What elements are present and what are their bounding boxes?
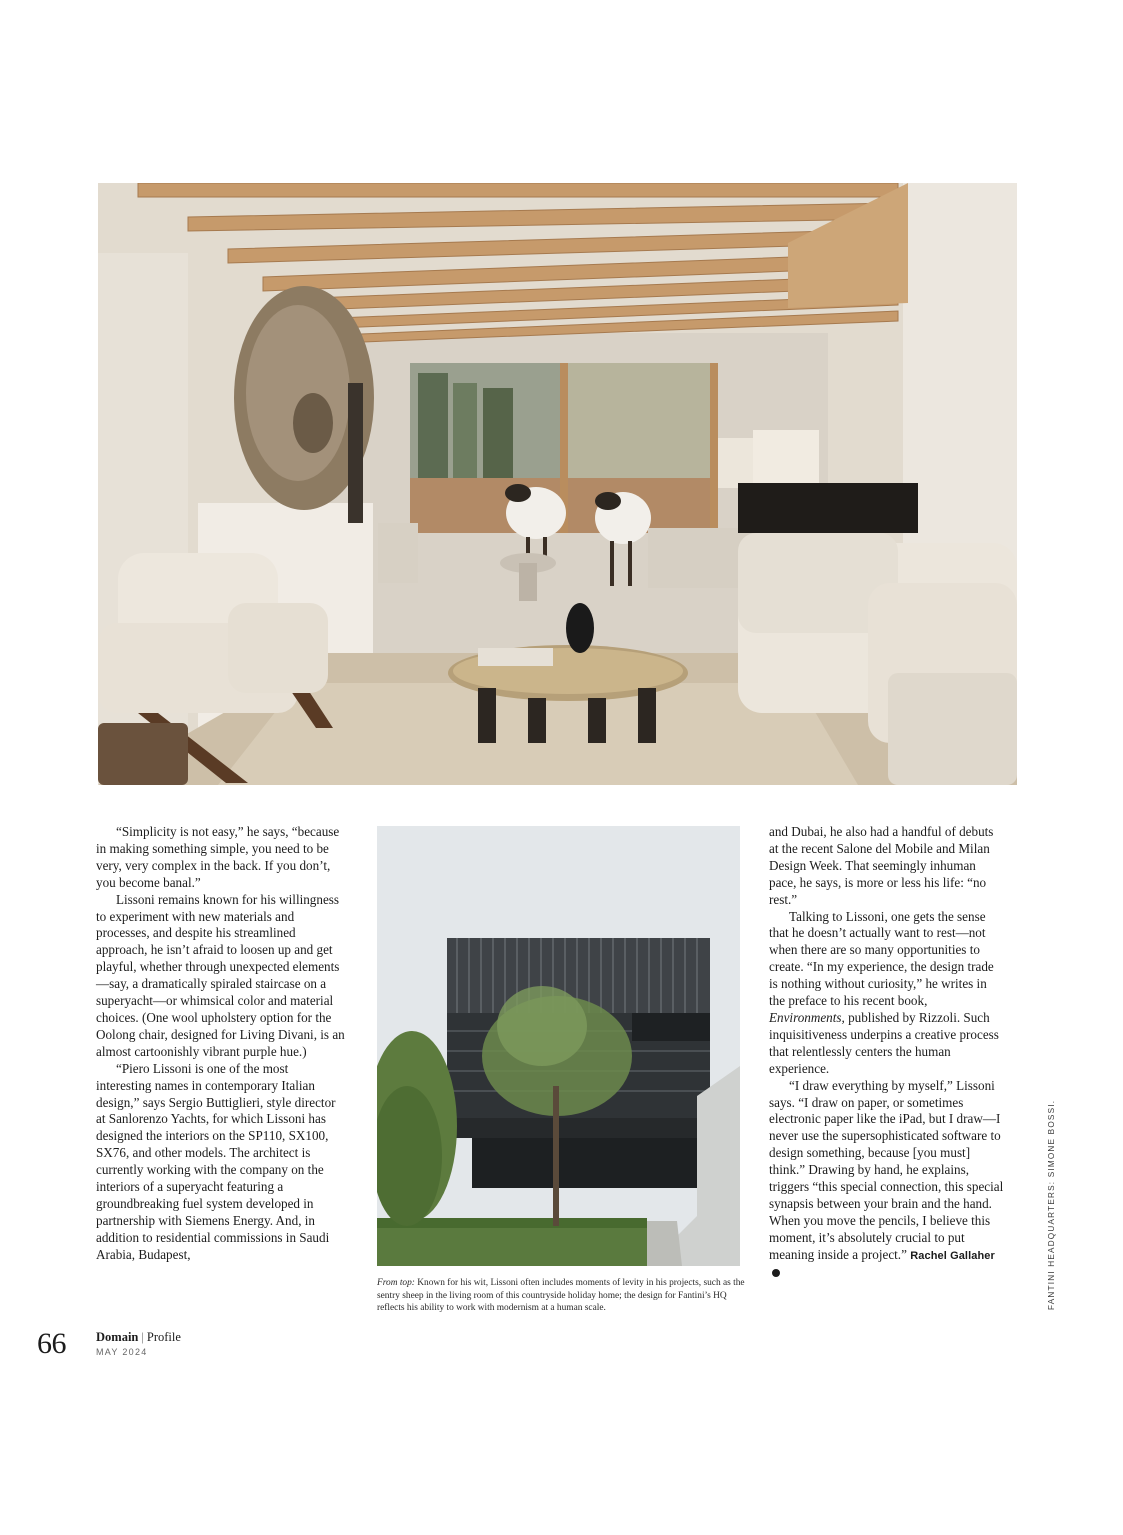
photo-fantini-headquarters: [377, 826, 740, 1266]
section-name: Profile: [146, 1330, 181, 1344]
paragraph-text: Talking to Lissoni, one gets the sense that he doesn’t actually want to rest—not when there are so many opportunities to create. “In my experience, the design trade is nothing without curiosity,” he writes in the preface to his recent book,: [769, 908, 994, 1009]
folio: [96, 1330, 181, 1344]
paragraph: “Piero Lissoni is one of the most interesting names in contemporary Italian design,” says Sergio Buttiglieri, style director at Sanlorenzo Yachts, for which Lissoni has designed the interiors on the SP110, SX100, SX76, and other models. The architect is currently working with the company on the interiors of a superyacht featuring a groundbreaking fuel system developed in partnership with Siemens Energy. And, in addition to residential commissions in Saudi Arabia, Budapest,: [96, 1060, 336, 1262]
issue-date: MAY 2024: [96, 1347, 148, 1357]
magazine-name: Domain: [96, 1330, 139, 1344]
paragraph: and Dubai, he also had a handful of debuts at the recent Salone del Mobile and Milan Design Week. That seemingly inhuman pace, he says, is more or less his life: “no rest.”: [769, 824, 994, 907]
paragraph-text: published by Rizzoli. Such inquisitiveness underpins a creative process that relentlessly centers the human experience.: [769, 1009, 999, 1076]
paragraph: Lissoni remains known for his willingness to experiment with new materials and processes, and despite his streamlined approach, he isn’t afraid to loosen up and get playful, whether through unexpected elements—say, a dramatically spiraled staircase on a superyacht—or whimsical color and material choices. (One wool upholstery option for the Oolong chair, designed for Living Divani, is an almost cartoonishly vibrant purple hue.): [96, 891, 345, 1059]
byline: Rachel Gallaher: [910, 1249, 995, 1262]
paragraph-text: “I draw everything by myself,” Lissoni says. “I draw on paper, or sometimes electronic paper like the iPad, but I draw—I never use the supersophisticated software to design something, because [you must] think.” Drawing by hand, he explains, triggers “this special connection, this special synapsis between your brain and the hand. When you move the pencils, I believe this moment, it’s absolutely crucial to put meaning inside a project.”: [769, 1077, 1004, 1262]
paragraph: [769, 1078, 1005, 1282]
article-column-right: [769, 824, 1005, 1281]
hero-photo-living-room: [98, 183, 1017, 785]
caption-text: Known for his wit, Lissoni often includes moments of levity in his projects, such as the sentry sheep in the living room of this countryside holiday home; the design for Fantini’s HQ reflects his ability to work with modernism at a human scale.: [377, 1278, 745, 1314]
folio-separator: |: [141, 1330, 144, 1344]
caption-lead: From top:: [377, 1278, 415, 1288]
article-column-left: [96, 824, 346, 1264]
photo-credit: FANTINI HEADQUARTERS: SIMONE BOSSI.: [1047, 1099, 1056, 1310]
living-room-illustration: [98, 183, 1017, 785]
end-mark-icon: [772, 1269, 780, 1277]
building-illustration: [377, 826, 740, 1266]
photo-caption: [377, 1277, 745, 1315]
paragraph: “Simplicity is not easy,” he says, “because in making something simple, you need to be very, very complex in the back. If you don’t, you become banal.”: [96, 824, 340, 890]
book-title: Environments,: [769, 1009, 845, 1025]
paragraph: [769, 909, 1005, 1078]
page-number: 66: [37, 1327, 66, 1360]
